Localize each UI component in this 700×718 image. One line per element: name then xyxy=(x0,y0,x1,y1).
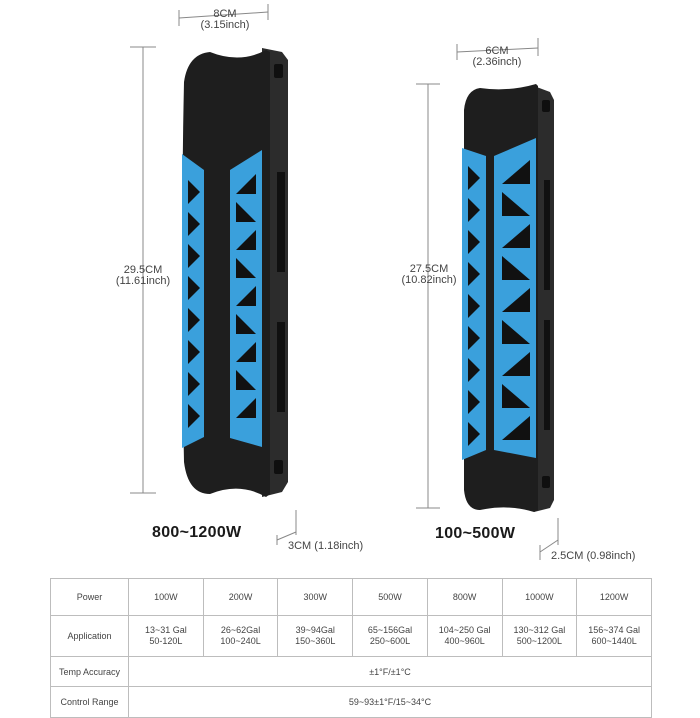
large-width-label: 8CM (3.15inch) xyxy=(200,8,250,31)
large-model-label: 800~1200W xyxy=(152,524,242,541)
control-range-header: Control Range xyxy=(51,687,129,718)
small-height-label: 27.5CM (10.82inch) xyxy=(401,263,457,286)
application-cell: 65~156Gal 250~600L xyxy=(353,616,428,657)
small-model-label: 100~500W xyxy=(435,525,516,542)
power-row xyxy=(51,579,652,616)
application-cell: 39~94Gal 150~360L xyxy=(278,616,353,657)
application-row xyxy=(51,616,652,657)
application-cell: 104~250 Gal 400~960L xyxy=(427,616,502,657)
application-header: Application xyxy=(51,616,129,657)
power-cell: 100W xyxy=(129,579,204,616)
power-header: Power xyxy=(51,579,129,616)
temp-accuracy-row xyxy=(51,657,652,687)
large-heater-image xyxy=(170,42,300,502)
temp-accuracy-header: Temp Accuracy xyxy=(51,657,129,687)
power-cell: 1200W xyxy=(577,579,652,616)
small-width-label: 6CM (2.36inch) xyxy=(472,45,522,68)
power-cell: 200W xyxy=(203,579,278,616)
large-depth-label: 3CM (1.18inch) xyxy=(288,540,364,552)
small-depth-label: 2.5CM (0.98inch) xyxy=(551,550,636,562)
specs-table xyxy=(50,578,652,718)
temp-accuracy-value: ±1°F/±1°C xyxy=(129,657,652,687)
power-cell: 800W xyxy=(427,579,502,616)
control-range-row xyxy=(51,687,652,718)
application-cell: 26~62Gal 100~240L xyxy=(203,616,278,657)
power-cell: 300W xyxy=(278,579,353,616)
power-cell: 1000W xyxy=(502,579,577,616)
control-range-value: 59~93±1°F/15~34°C xyxy=(129,687,652,718)
large-height-label: 29.5CM (11.61inch) xyxy=(115,264,171,287)
small-heater-image xyxy=(458,80,558,520)
application-cell: 156~374 Gal 600~1440L xyxy=(577,616,652,657)
application-cell: 13~31 Gal 50-120L xyxy=(129,616,204,657)
power-cell: 500W xyxy=(353,579,428,616)
application-cell: 130~312 Gal 500~1200L xyxy=(502,616,577,657)
